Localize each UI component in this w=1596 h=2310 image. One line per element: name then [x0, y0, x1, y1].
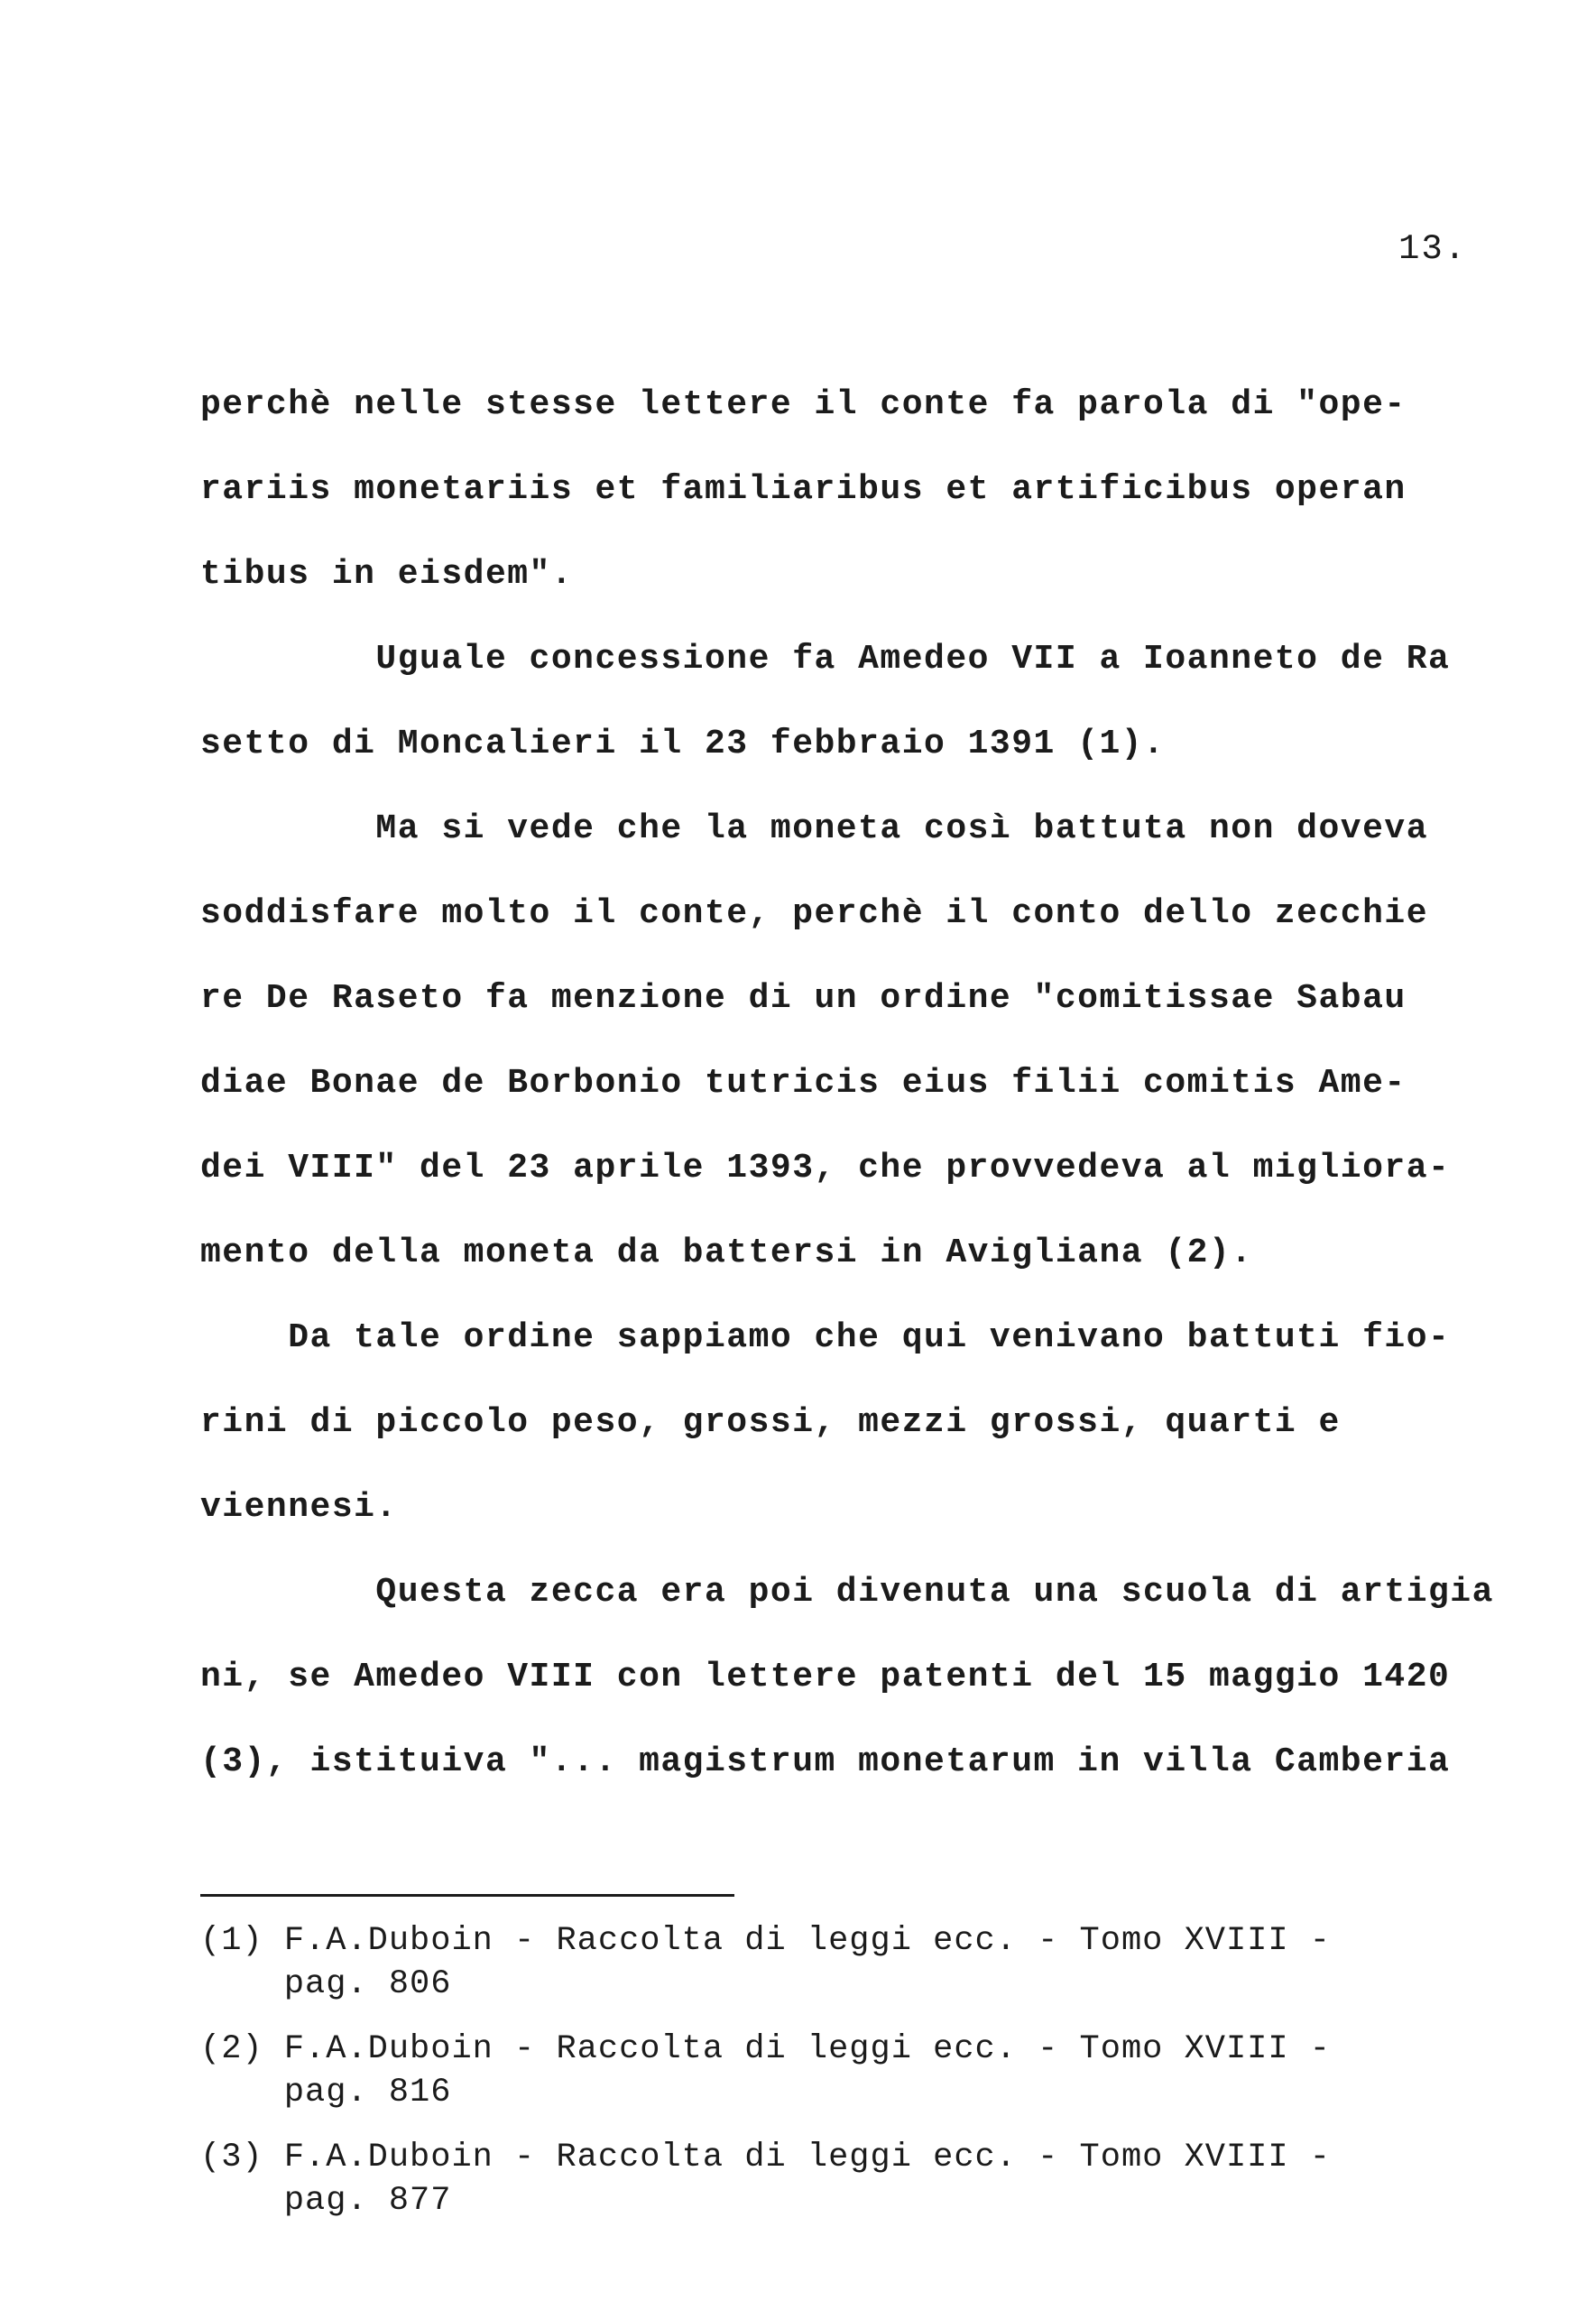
text-line: Uguale concessione fa Amedeo VII a Ioanneto de Ra	[200, 640, 1451, 679]
footnote-1-page: pag. 806	[200, 1965, 452, 2003]
text-line: rini di piccolo peso, grossi, mezzi grossi, quarti e	[200, 1403, 1341, 1442]
page-number: 13.	[1398, 229, 1468, 269]
text-line: diae Bonae de Borbonio tutricis eius filii comitis Ame-	[200, 1064, 1407, 1103]
text-line: re De Raseto fa menzione di un ordine "comitissae Sabau	[200, 979, 1407, 1018]
text-line: Ma si vede che la moneta così battuta non doveva	[200, 809, 1429, 848]
text-line: mento della moneta da battersi in Avigliana (2).	[200, 1234, 1253, 1272]
text-line: dei VIII" del 23 aprile 1393, che provvedeva al migliora-	[200, 1149, 1451, 1187]
text-line: rariis monetariis et familiaribus et artificibus operan	[200, 470, 1407, 509]
footnote-divider	[200, 1894, 734, 1897]
text-line: Questa zecca era poi divenuta una scuola di artigia	[200, 1573, 1494, 1612]
footnote-1: (1) F.A.Duboin - Raccolta di leggi ecc. - Tomo XVIII -	[200, 1922, 1331, 1960]
text-line: setto di Moncalieri il 23 febbraio 1391 (1).	[200, 725, 1166, 763]
text-line: viennesi.	[200, 1488, 398, 1527]
text-line: ni, se Amedeo VIII con lettere patenti del 15 maggio 1420	[200, 1658, 1451, 1696]
text-line: Da tale ordine sappiamo che qui venivano battuti fio-	[200, 1318, 1451, 1357]
footnote-3: (3) F.A.Duboin - Raccolta di leggi ecc. - Tomo XVIII -	[200, 2139, 1331, 2176]
text-line: perchè nelle stesse lettere il conte fa parola di "ope-	[200, 385, 1407, 424]
text-line: tibus in eisdem".	[200, 555, 574, 594]
footnote-3-page: pag. 877	[200, 2182, 452, 2220]
footnote-2-page: pag. 816	[200, 2074, 452, 2111]
text-line: (3), istituiva "... magistrum monetarum in villa Camberia	[200, 1742, 1451, 1781]
footnote-2: (2) F.A.Duboin - Raccolta di leggi ecc. - Tomo XVIII -	[200, 2030, 1331, 2068]
text-line: soddisfare molto il conte, perchè il conto dello zecchie	[200, 894, 1429, 933]
